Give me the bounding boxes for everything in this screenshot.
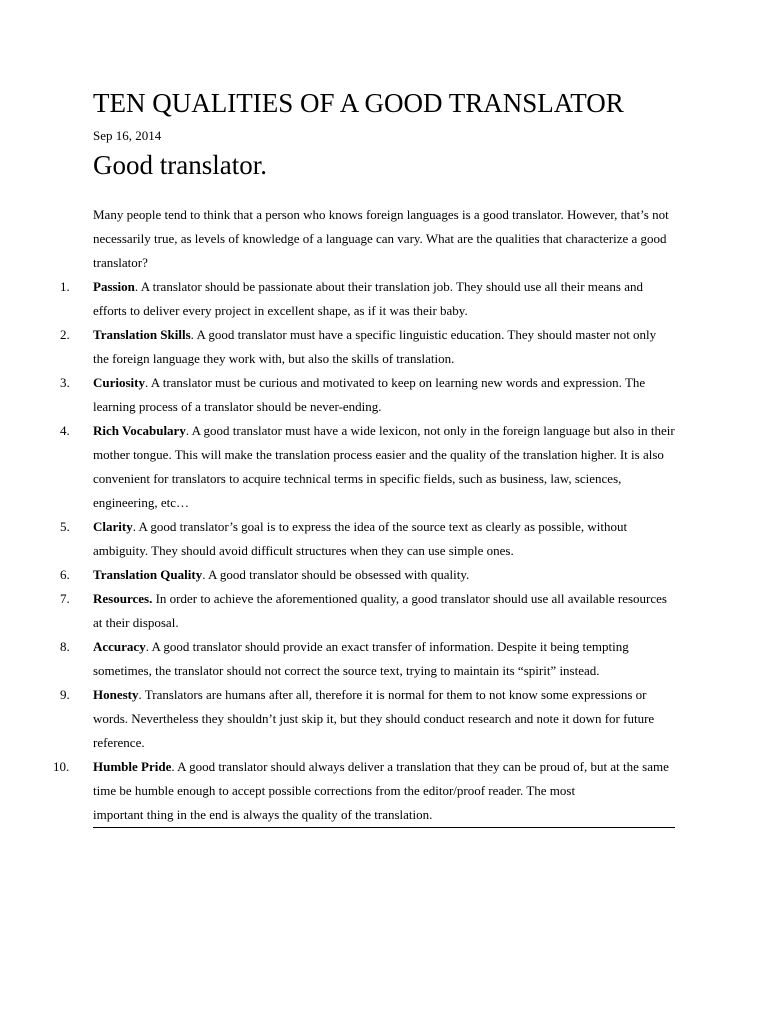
quality-term: Curiosity	[93, 375, 145, 391]
page-title: TEN QUALITIES OF A GOOD TRANSLATOR	[93, 88, 624, 118]
list-item	[53, 755, 675, 828]
document-page	[53, 86, 675, 828]
list-number: 8.	[60, 639, 70, 655]
list-item	[60, 683, 675, 755]
quality-description: In order to achieve the aforementioned quality, a good translator should use all available resources at their disposal.	[93, 591, 667, 631]
list-number: 1.	[60, 279, 70, 295]
qualities-list	[53, 275, 675, 828]
quality-description: . A translator must be curious and motivated to keep on learning new words and expression. The learning process of a translator should be never-ending.	[93, 375, 646, 415]
list-number: 3.	[60, 375, 70, 391]
list-item	[60, 323, 675, 371]
intro-paragraph: Many people tend to think that a person who knows foreign languages is a good translator. However, that’s not necessarily true, as levels of knowledge of a language can vary. What are the qualities that characterize a good translator?	[93, 207, 669, 271]
quality-description: . A good translator should always deliver a translation that they can be proud of, but at the same time be humble enough to accept possible corrections from the editor/proof reader. The most	[93, 759, 669, 799]
list-item	[60, 635, 675, 683]
list-number: 7.	[60, 591, 70, 607]
list-item	[60, 563, 675, 587]
list-item	[60, 275, 675, 323]
list-number: 9.	[60, 687, 70, 703]
underlined-closing-line: important thing in the end is always the quality of the translation.	[93, 803, 675, 828]
list-item	[60, 371, 675, 419]
quality-description: . A good translator must have a specific linguistic education. They should master not only the foreign language they work with, but also the skills of translation.	[93, 327, 657, 367]
quality-term: Honesty	[93, 687, 139, 703]
list-item	[60, 587, 675, 635]
list-number: 6.	[60, 567, 70, 583]
list-number: 4.	[60, 423, 70, 439]
list-number: 10.	[53, 759, 70, 775]
quality-description: . A good translator’s goal is to express the idea of the source text as clearly as possible, without ambiguity. They should avoid difficult structures when they can use simple ones.	[93, 519, 628, 559]
list-number: 5.	[60, 519, 70, 535]
quality-term: Translation Quality	[93, 567, 203, 583]
list-item	[60, 419, 675, 515]
quality-term: Passion	[93, 279, 135, 295]
quality-description: . Translators are humans after all, therefore it is normal for them to not know some expressions or words. Nevertheless they shouldn’t just skip it, but they should conduct research and note it down for future reference.	[93, 687, 655, 751]
quality-description: . A good translator must have a wide lexicon, not only in the foreign language but also in their mother tongue. This will make the translation process easier and the quality of the translation higher. It is also convenient for translators to acquire technical terms in specific fields, such as business, law, sciences, engineering, etc…	[93, 423, 675, 511]
section-heading: Good translator.	[93, 150, 267, 180]
quality-description: . A translator should be passionate about their translation job. They should use all their means and efforts to deliver every project in excellent shape, as if it was their baby.	[93, 279, 644, 319]
quality-description: . A good translator should provide an exact transfer of information. Despite it being tempting sometimes, the translator should not correct the source text, trying to maintain its “spirit” instead.	[93, 639, 629, 679]
quality-term: Accuracy	[93, 639, 146, 655]
quality-description: . A good translator should be obsessed with quality.	[202, 567, 470, 583]
quality-term: Humble Pride	[93, 759, 172, 775]
post-date: Sep 16, 2014	[93, 128, 162, 143]
list-number: 2.	[60, 327, 70, 343]
quality-term: Translation Skills	[93, 327, 191, 343]
quality-term: Rich Vocabulary	[93, 423, 186, 439]
list-item	[60, 515, 675, 563]
quality-term: Resources.	[93, 591, 153, 607]
quality-term: Clarity	[93, 519, 133, 535]
